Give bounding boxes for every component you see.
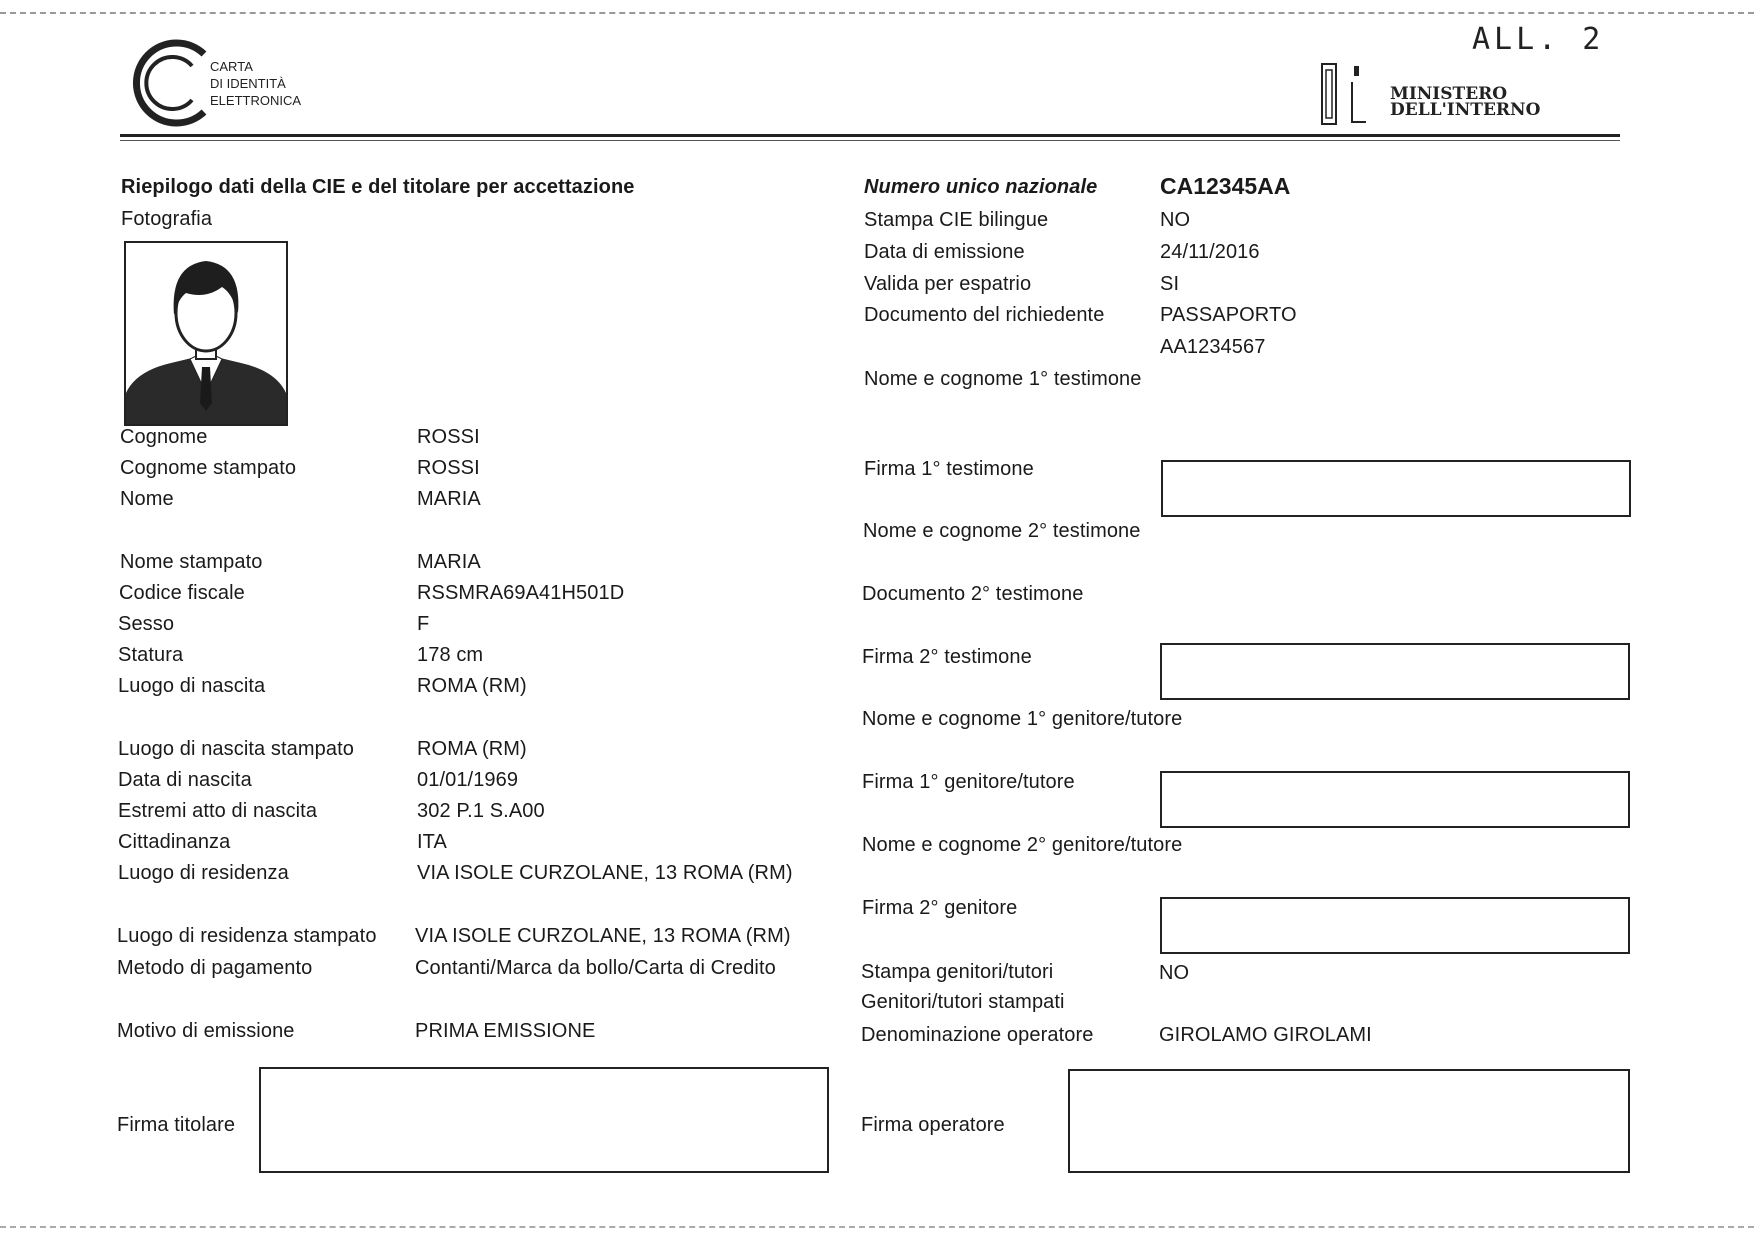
scan-bottom-edge <box>0 1226 1754 1228</box>
field-label: Data di nascita <box>118 769 252 791</box>
genitore2-firma-box[interactable] <box>1160 897 1630 954</box>
field-value: MARIA <box>417 551 481 573</box>
firma-operatore-label: Firma operatore <box>861 1114 1005 1136</box>
firma-operatore-box[interactable] <box>1068 1069 1630 1173</box>
field-value: ROMA (RM) <box>417 738 527 760</box>
cie-logo-line2: DI IDENTITÀ <box>210 76 286 91</box>
handwritten-annotation: ALL. 2 <box>1472 22 1605 57</box>
field-value: ROSSI <box>417 457 480 479</box>
field-value: 302 P.1 S.A00 <box>417 800 545 822</box>
numero-unico-value: CA12345AA <box>1160 173 1291 199</box>
section-title: Riepilogo dati della CIE e del titolare per accettazione <box>121 176 635 198</box>
scan-top-edge <box>0 12 1754 14</box>
person-silhouette-icon <box>126 243 286 424</box>
card-field-value: 24/11/2016 <box>1160 241 1260 263</box>
genitore1-nome-label: Nome e cognome 1° genitore/tutore <box>862 708 1183 730</box>
cie-logo-line3: ELETTRONICA <box>210 93 302 108</box>
ministero-line1: MINISTERO <box>1390 84 1508 104</box>
field-label: Statura <box>118 644 184 666</box>
field-value: RSSMRA69A41H501D <box>417 582 625 604</box>
field-value: VIA ISOLE CURZOLANE, 13 ROMA (RM) <box>417 862 793 884</box>
ministero-emblem-icon <box>1318 60 1378 128</box>
field-label: Luogo di residenza stampato <box>117 925 377 947</box>
field-value: PRIMA EMISSIONE <box>415 1020 596 1042</box>
cie-c-icon <box>126 38 210 128</box>
card-field-label: Documento del richiedente <box>864 304 1105 326</box>
field-label: Luogo di nascita <box>118 675 266 697</box>
genitore1-firma-label: Firma 1° genitore/tutore <box>862 771 1075 793</box>
testimone2-doc-label: Documento 2° testimone <box>862 583 1084 605</box>
field-value: ITA <box>417 831 447 853</box>
cie-logo-text <box>210 58 301 109</box>
testimone2-firma-label: Firma 2° testimone <box>862 646 1032 668</box>
genitore2-nome-label: Nome e cognome 2° genitore/tutore <box>862 834 1183 856</box>
firma-titolare-label: Firma titolare <box>117 1114 236 1136</box>
genitori-stampati-label: Genitori/tutori stampati <box>861 991 1065 1013</box>
field-label: Codice fiscale <box>119 582 245 604</box>
field-label: Sesso <box>118 613 175 635</box>
testimone2-firma-box[interactable] <box>1160 643 1630 700</box>
ministero-line2: DELL'INTERNO <box>1390 100 1541 120</box>
testimone2-nome-label: Nome e cognome 2° testimone <box>863 520 1141 542</box>
holder-photo <box>124 241 288 426</box>
header-rule <box>120 134 1620 137</box>
field-value: ROMA (RM) <box>417 675 527 697</box>
genitore2-firma-label: Firma 2° genitore <box>862 897 1018 919</box>
header-rule-thin <box>120 140 1620 141</box>
numero-unico-label: Numero unico nazionale <box>864 176 1098 198</box>
field-value: 178 cm <box>417 644 484 666</box>
stampa-genitori-value: NO <box>1159 962 1190 984</box>
field-label: Estremi atto di nascita <box>118 800 318 822</box>
cie-logo <box>126 38 336 128</box>
field-label: Cittadinanza <box>118 831 231 853</box>
field-value: F <box>417 613 430 635</box>
stampa-genitori-label: Stampa genitori/tutori <box>861 961 1054 983</box>
photo-label: Fotografia <box>121 208 213 230</box>
ministero-logo-text <box>1390 86 1540 118</box>
documento-numero-value: AA1234567 <box>1160 336 1266 358</box>
field-label: Nome stampato <box>120 551 263 573</box>
testimone1-firma-label: Firma 1° testimone <box>864 458 1034 480</box>
field-label: Cognome stampato <box>120 457 297 479</box>
field-value: 01/01/1969 <box>417 769 519 791</box>
field-value: ROSSI <box>417 426 480 448</box>
card-field-value: PASSAPORTO <box>1160 304 1297 326</box>
card-field-label: Data di emissione <box>864 241 1025 263</box>
card-field-label: Stampa CIE bilingue <box>864 209 1049 231</box>
card-field-label: Valida per espatrio <box>864 273 1032 295</box>
testimone1-nome-label: Nome e cognome 1° testimone <box>864 368 1142 390</box>
field-value: VIA ISOLE CURZOLANE, 13 ROMA (RM) <box>415 925 791 947</box>
field-label: Metodo di pagamento <box>117 957 313 979</box>
genitore1-firma-box[interactable] <box>1160 771 1630 828</box>
field-label: Luogo di residenza <box>118 862 289 884</box>
cie-logo-line1: CARTA <box>210 59 253 74</box>
ministero-logo <box>1318 60 1568 130</box>
card-field-value: SI <box>1160 273 1180 295</box>
field-value: Contanti/Marca da bollo/Carta di Credito <box>415 957 776 979</box>
operatore-value: GIROLAMO GIROLAMI <box>1159 1024 1372 1046</box>
card-field-value: NO <box>1160 209 1191 231</box>
field-label: Motivo di emissione <box>117 1020 295 1042</box>
testimone1-firma-box[interactable] <box>1161 460 1631 517</box>
firma-titolare-box[interactable] <box>259 1067 829 1173</box>
field-value: MARIA <box>417 488 481 510</box>
field-label: Luogo di nascita stampato <box>118 738 354 760</box>
operatore-label: Denominazione operatore <box>861 1024 1094 1046</box>
field-label: Cognome <box>120 426 208 448</box>
field-label: Nome <box>120 488 174 510</box>
